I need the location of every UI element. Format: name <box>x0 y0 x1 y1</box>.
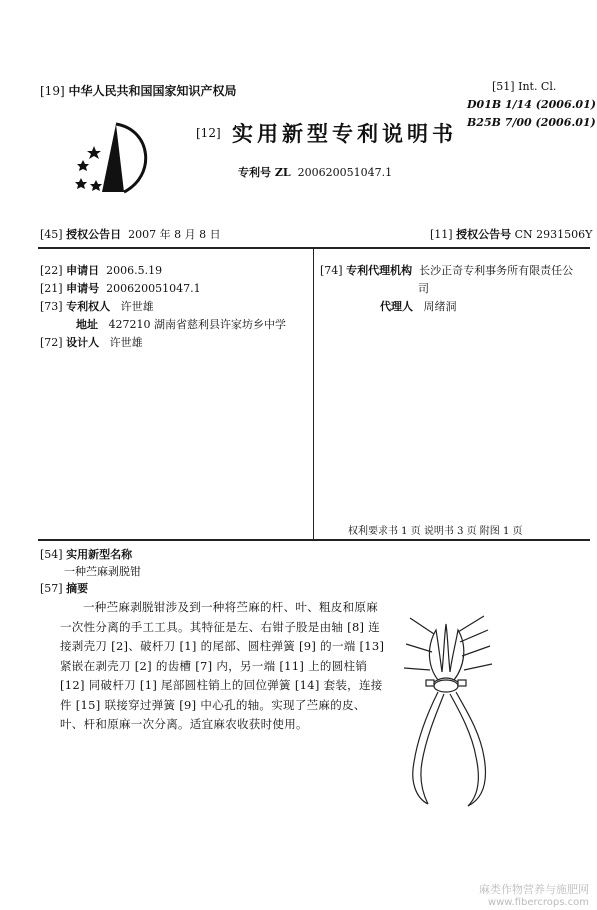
agency-num: [74] <box>320 264 343 277</box>
app-date-label: 申请日 <box>66 264 100 277</box>
intcl-num: [51] <box>492 80 515 93</box>
doc-type-title: 实用新型专利说明书 <box>232 121 457 146</box>
app-date-num: [22] <box>40 264 63 277</box>
grant-date-value: 2007 年 8 月 8 日 <box>128 228 221 241</box>
designer-label: 设计人 <box>66 336 100 349</box>
watermark-line2: www.fibercrops.com <box>487 897 589 908</box>
patent-agency <box>320 262 573 278</box>
intcl-heading <box>492 80 556 93</box>
patentee <box>40 298 154 314</box>
utility-title-heading <box>40 546 132 562</box>
utility-title: 一种苎麻剥脱钳 <box>64 565 141 578</box>
patent-number <box>238 164 392 180</box>
agency-value-cont: 司 <box>418 282 429 295</box>
title-num: [54] <box>40 548 63 561</box>
grant-date-num: [45] <box>40 228 63 241</box>
designer <box>40 334 143 350</box>
office-heading <box>40 82 236 99</box>
app-date-value: 2006.5.19 <box>106 264 163 277</box>
grant-date-label: 授权公告日 <box>66 228 122 241</box>
grant-pub-no <box>430 226 592 242</box>
grant-pub-num: [11] <box>430 228 453 241</box>
agent-value: 周绪洞 <box>423 300 457 313</box>
designer-value: 许世雄 <box>109 336 143 349</box>
cnipa-logo <box>72 118 172 198</box>
office-num: [19] <box>40 84 65 98</box>
grant-pub-value: CN 2931506Y <box>514 228 593 241</box>
designer-num: [72] <box>40 336 63 349</box>
abstract-text: 一种苎麻剥脱钳涉及到一种将苎麻的杆、叶、粗皮和原麻一次性分离的手工工具。其特征是左、右钳子股是由轴 [8] 连接剥壳刀 [2]、破杆刀 [1] 的尾部、圆柱弹簧 [9] 的一端 [13] 紧嵌在剥壳刀 [2] 的齿槽 [7] 内，另一端 [11] 上的圆柱销 [12] 同破杆刀 [1] 尾部圆柱销上的回位弹簧 [14] 套装，连接件 [15] 联接穿过弹簧 [9] 中心孔的轴。实现了苎麻的皮、叶、杆和原麻一次分离。适宜麻农收获时使用。 <box>60 600 385 731</box>
app-no-label: 申请号 <box>66 282 100 295</box>
abstract-heading <box>40 580 88 596</box>
patent-number-value: 200620051047.1 <box>297 166 393 179</box>
application-date <box>40 262 162 278</box>
biblio-bottom-divider <box>38 539 590 541</box>
column-divider <box>313 249 314 539</box>
patentee-address <box>76 316 286 332</box>
intcl-class-1: D01B 1/14 (2006.01) <box>467 98 596 111</box>
owner-value: 许世雄 <box>120 300 154 313</box>
app-no-value: 200620051047.1 <box>106 282 201 295</box>
watermark <box>479 881 589 908</box>
app-no-num: [21] <box>40 282 63 295</box>
watermark-line1: 麻类作物营养与施肥网 <box>479 883 589 896</box>
abstract-num: [57] <box>40 582 63 595</box>
agent <box>380 298 457 314</box>
address-label: 地址 <box>76 318 98 331</box>
agency-value: 长沙正奇专利事务所有限责任公 <box>419 264 574 277</box>
stripping-pliers-drawing <box>398 612 496 812</box>
owner-label: 专利权人 <box>66 300 111 313</box>
office-name: 中华人民共和国国家知识产权局 <box>68 84 237 98</box>
header-divider <box>38 247 590 249</box>
abstract-label: 摘要 <box>66 582 89 595</box>
agent-label: 代理人 <box>380 300 413 313</box>
title-label: 实用新型名称 <box>66 548 133 561</box>
agency-label: 专利代理机构 <box>346 264 413 277</box>
application-number <box>40 280 201 296</box>
patent-number-label: 专利号 ZL <box>238 166 291 179</box>
intcl-class-2: B25B 7/00 (2006.01) <box>467 116 596 129</box>
owner-num: [73] <box>40 300 63 313</box>
doc-type-num: [12] <box>196 126 221 140</box>
intcl-label: Int. Cl. <box>518 80 557 93</box>
address-value: 427210 湖南省慈利县许家坊乡中学 <box>108 318 286 331</box>
page-counts: 权利要求书 1 页 说明书 3 页 附图 1 页 <box>348 526 523 537</box>
grant-pub-label: 授权公告号 <box>456 228 512 241</box>
grant-date <box>40 226 221 242</box>
